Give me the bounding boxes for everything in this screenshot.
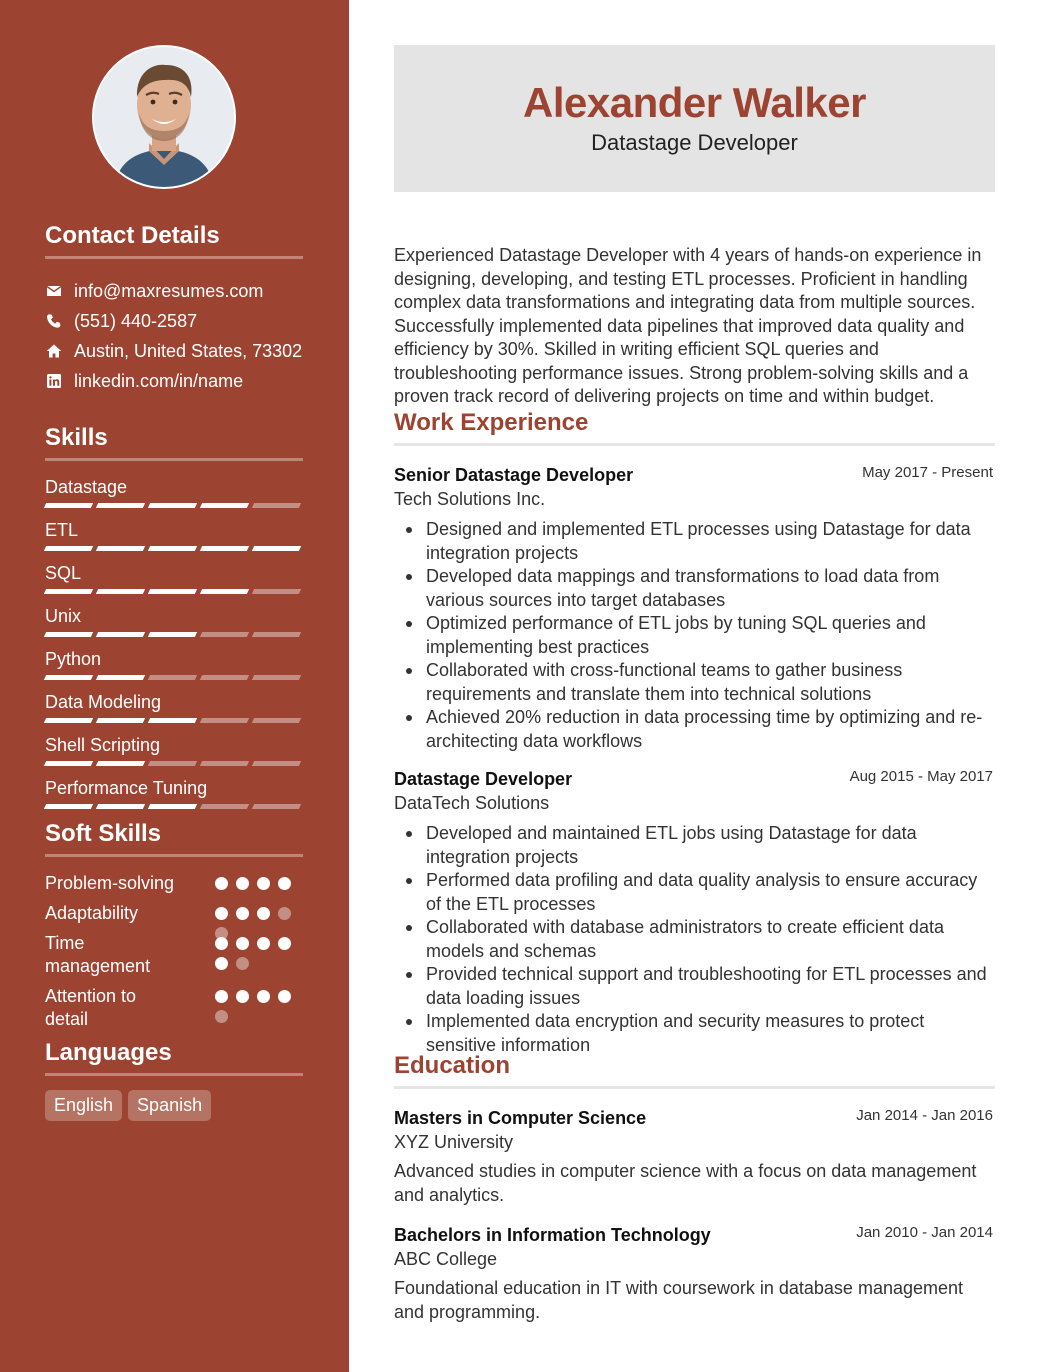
skill-level-segment — [200, 632, 249, 637]
skill-level-segment — [200, 761, 249, 766]
soft-skill-level-dot — [236, 937, 249, 950]
skill-level-segment — [148, 804, 197, 809]
language-list — [45, 1090, 303, 1121]
soft-skill-level-dot — [236, 877, 249, 890]
skill-item — [45, 647, 303, 690]
job-company: DataTech Solutions — [394, 793, 550, 813]
contact-section — [45, 222, 303, 396]
degree-title: Bachelors in Information Technology — [394, 1225, 711, 1245]
skill-level-segment — [44, 804, 93, 809]
skill-level-bars — [45, 761, 300, 766]
soft-skill-level-dots — [215, 990, 293, 1023]
skill-level-segment — [148, 718, 197, 723]
contact-linkedin[interactable] — [45, 366, 303, 396]
soft-skill-level-dot — [257, 990, 270, 1003]
soft-skill-level-dot — [236, 907, 249, 920]
education-dates: Jan 2014 - Jan 2016 — [856, 1107, 993, 1124]
soft-skill-level-dot — [257, 937, 270, 950]
job-company: Tech Solutions Inc. — [394, 489, 546, 509]
job-bullet: Performed data profiling and data quality analysis to ensure accuracy of the ETL processes — [426, 869, 995, 916]
skill-level-segment — [96, 632, 145, 637]
soft-skill-name: Problem-solving — [45, 873, 175, 893]
skill-level-segment — [200, 546, 249, 551]
soft-skill-item — [45, 985, 303, 1038]
skill-list — [45, 475, 303, 819]
resume-header — [394, 45, 995, 192]
contact-address — [45, 336, 303, 366]
skill-name: Python — [45, 649, 102, 669]
job-bullets — [394, 518, 995, 753]
education-heading: Education — [394, 1052, 995, 1089]
work-experience-heading: Work Experience — [394, 409, 995, 446]
skills-heading: Skills — [45, 424, 303, 461]
profile-photo — [94, 47, 234, 187]
skill-name: SQL — [45, 563, 82, 583]
degree-title: Masters in Computer Science — [394, 1108, 647, 1128]
skill-level-bars — [45, 718, 300, 723]
skill-level-segment — [252, 546, 301, 551]
skill-level-segment — [96, 589, 145, 594]
job-entry — [394, 463, 995, 753]
skill-name: Shell Scripting — [45, 735, 161, 755]
skill-level-segment — [200, 503, 249, 508]
skills-section — [45, 424, 303, 819]
skill-level-segment — [44, 503, 93, 508]
skill-level-bars — [45, 589, 300, 594]
avatar — [92, 45, 236, 189]
skill-item — [45, 733, 303, 776]
skill-level-segment — [96, 718, 145, 723]
job-title: Datastage Developer — [394, 769, 573, 789]
job-bullet: Achieved 20% reduction in data processing time by optimizing and re-architecting data workflows — [426, 706, 995, 753]
contact-heading: Contact Details — [45, 222, 303, 259]
summary-text: Experienced Datastage Developer with 4 years of hands-on experience in designing, developing, and testing ETL processes. Proficient in handling complex data transformations and integrating data from multiple sources. Successfully implemented data pipelines that improved data quality and efficiency by 30%. Skilled in writing efficient SQL queries and troubleshooting performance issues. Strong problem-solving skills and a proven track record of delivering projects on time and within budget. — [394, 245, 982, 406]
skill-level-segment — [148, 503, 197, 508]
skill-level-segment — [252, 804, 301, 809]
skill-level-segment — [252, 675, 301, 680]
skill-level-bars — [45, 546, 300, 551]
contact-email-text: info@maxresumes.com — [74, 280, 264, 301]
skill-item — [45, 475, 303, 518]
job-bullet: Collaborated with database administrators to create efficient data models and schemas — [426, 916, 995, 963]
contact-linkedin-text: linkedin.com/in/name — [74, 370, 244, 391]
skill-level-segment — [96, 804, 145, 809]
education-description: Advanced studies in computer science with a focus on data management and analytics. — [394, 1161, 977, 1205]
job-bullets — [394, 822, 995, 1057]
skill-level-segment — [96, 503, 145, 508]
skill-level-segment — [148, 589, 197, 594]
soft-skill-level-dots — [215, 877, 293, 890]
skill-level-segment — [44, 632, 93, 637]
sidebar — [0, 0, 349, 1372]
contact-phone[interactable] — [45, 306, 303, 336]
job-bullet: Developed data mappings and transformations to load data from various sources into target databases — [426, 565, 995, 612]
skill-level-segment — [44, 546, 93, 551]
soft-skills-section — [45, 820, 303, 1038]
soft-skill-level-dot — [215, 907, 228, 920]
languages-section — [45, 1039, 303, 1121]
soft-skill-level-dot — [215, 1010, 228, 1023]
soft-skill-level-dot — [257, 907, 270, 920]
skill-level-segment — [148, 546, 197, 551]
soft-skill-name: Time management — [45, 933, 151, 976]
education-dates: Jan 2010 - Jan 2014 — [856, 1224, 993, 1241]
skill-level-segment — [96, 675, 145, 680]
language-pill: Spanish — [128, 1090, 211, 1121]
job-bullet: Collaborated with cross-functional teams to gather business requirements and translate them into technical solutions — [426, 659, 995, 706]
language-pill: English — [45, 1090, 122, 1121]
skill-level-segment — [200, 589, 249, 594]
skill-item — [45, 561, 303, 604]
skill-level-segment — [44, 761, 93, 766]
skill-name: ETL — [45, 520, 79, 540]
skill-name: Datastage — [45, 477, 128, 497]
job-title: Senior Datastage Developer — [394, 465, 634, 485]
skill-level-bars — [45, 675, 300, 680]
skill-level-segment — [200, 718, 249, 723]
soft-skill-item — [45, 902, 303, 932]
contact-address-text: Austin, United States, 73302 — [74, 340, 303, 361]
soft-skill-list — [45, 872, 303, 1038]
education-entry — [394, 1223, 995, 1324]
skill-level-segment — [148, 761, 197, 766]
skill-level-segment — [200, 675, 249, 680]
soft-skills-heading: Soft Skills — [45, 820, 303, 857]
soft-skill-level-dot — [278, 877, 291, 890]
work-experience-section — [394, 409, 995, 1057]
job-bullet: Developed and maintained ETL jobs using Datastage for data integration projects — [426, 822, 995, 869]
skill-level-bars — [45, 503, 300, 508]
skill-item — [45, 518, 303, 561]
soft-skill-level-dot — [215, 990, 228, 1003]
skill-level-segment — [96, 546, 145, 551]
job-entry — [394, 767, 995, 1057]
skill-level-segment — [200, 804, 249, 809]
skill-level-segment — [252, 503, 301, 508]
soft-skill-level-dot — [236, 990, 249, 1003]
home-icon — [45, 342, 63, 360]
skill-level-segment — [148, 675, 197, 680]
soft-skill-level-dot — [236, 957, 249, 970]
skill-level-segment — [44, 718, 93, 723]
education-entry — [394, 1106, 995, 1207]
soft-skill-item — [45, 872, 303, 902]
skill-level-segment — [252, 718, 301, 723]
candidate-name: Alexander Walker — [523, 79, 866, 126]
soft-skill-level-dot — [278, 907, 291, 920]
school-name: ABC College — [394, 1249, 498, 1269]
skill-name: Data Modeling — [45, 692, 162, 712]
skill-item — [45, 604, 303, 647]
soft-skill-item — [45, 932, 303, 985]
soft-skill-level-dot — [278, 937, 291, 950]
job-bullet: Implemented data encryption and security measures to protect sensitive information — [426, 1010, 995, 1057]
skill-level-segment — [252, 632, 301, 637]
phone-icon — [45, 312, 63, 330]
school-name: XYZ University — [394, 1132, 514, 1152]
job-bullet: Provided technical support and troubleshooting for ETL processes and data loading issues — [426, 963, 995, 1010]
skill-level-segment — [44, 589, 93, 594]
linkedin-icon — [45, 372, 63, 390]
job-dates: May 2017 - Present — [862, 464, 993, 481]
skill-level-segment — [252, 589, 301, 594]
contact-email[interactable] — [45, 276, 303, 306]
summary-section — [394, 244, 995, 409]
skill-item — [45, 690, 303, 733]
skill-level-bars — [45, 804, 300, 809]
contact-list — [45, 276, 303, 396]
skill-level-segment — [96, 761, 145, 766]
soft-skill-name: Attention to detail — [45, 986, 137, 1029]
job-dates: Aug 2015 - May 2017 — [849, 768, 993, 785]
email-icon — [45, 282, 63, 300]
skill-level-segment — [44, 675, 93, 680]
languages-heading: Languages — [45, 1039, 303, 1076]
job-bullet: Designed and implemented ETL processes using Datastage for data integration projects — [426, 518, 995, 565]
soft-skill-level-dot — [257, 877, 270, 890]
soft-skill-name: Adaptability — [45, 903, 139, 923]
soft-skill-level-dot — [215, 957, 228, 970]
skill-item — [45, 776, 303, 819]
skill-level-segment — [148, 632, 197, 637]
contact-phone-text: (551) 440-2587 — [74, 310, 198, 331]
skill-level-bars — [45, 632, 300, 637]
education-section — [394, 1052, 995, 1324]
education-description: Foundational education in IT with coursework in database management and programming. — [394, 1278, 964, 1322]
skill-level-segment — [252, 761, 301, 766]
soft-skill-level-dots — [215, 937, 293, 970]
candidate-title: Datastage Developer — [591, 130, 798, 155]
skill-name: Performance Tuning — [45, 778, 208, 798]
soft-skill-level-dot — [215, 877, 228, 890]
soft-skill-level-dot — [278, 990, 291, 1003]
skill-name: Unix — [45, 606, 82, 626]
job-bullet: Optimized performance of ETL jobs by tuning SQL queries and implementing best practices — [426, 612, 995, 659]
soft-skill-level-dot — [215, 937, 228, 950]
